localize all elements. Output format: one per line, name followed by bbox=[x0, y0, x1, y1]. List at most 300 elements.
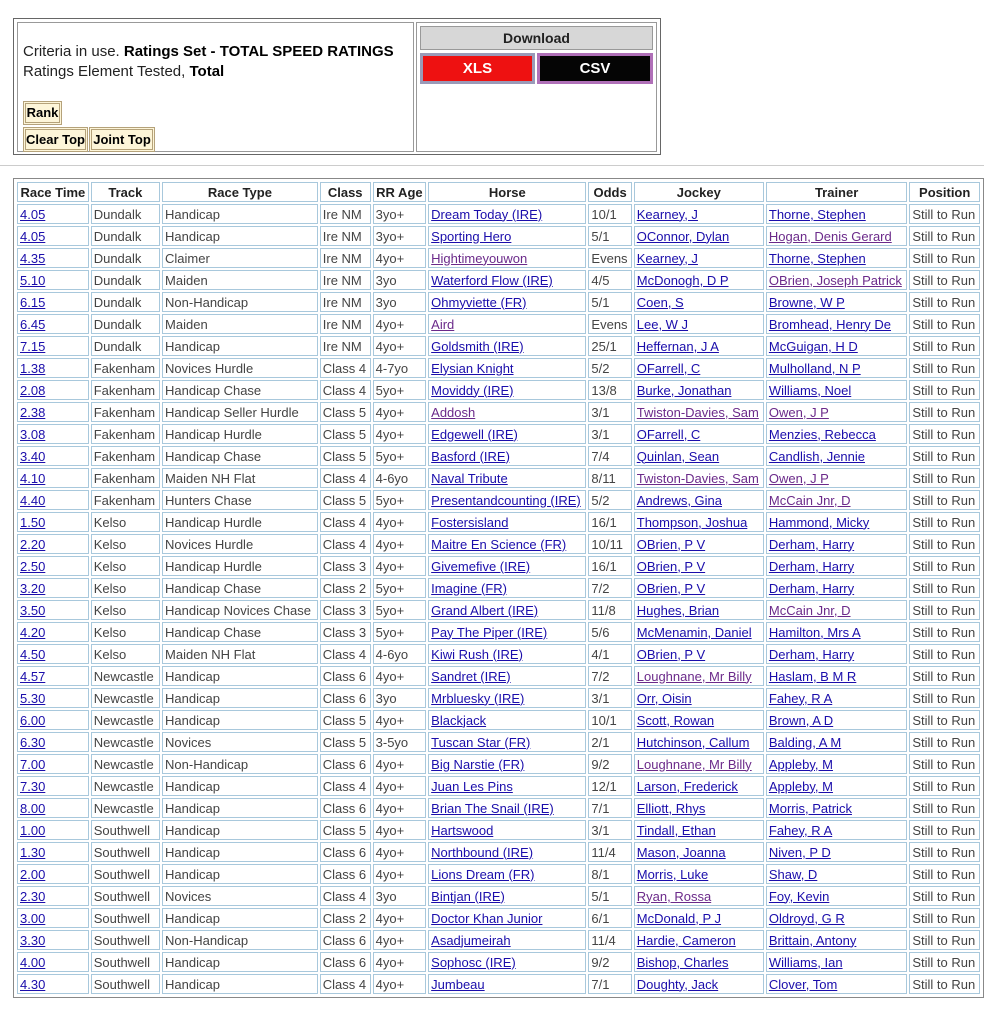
rank-button[interactable]: Rank bbox=[23, 101, 62, 125]
race-type-cell: Novices bbox=[162, 886, 318, 906]
odds-cell: 7/4 bbox=[588, 446, 631, 466]
horse-link[interactable]: Kiwi Rush (IRE) bbox=[431, 646, 523, 662]
jockey-link[interactable]: OBrien, P V bbox=[636, 646, 706, 662]
jockey-link[interactable]: McMenamin, Daniel bbox=[636, 624, 752, 640]
jockey-link[interactable]: OBrien, P V bbox=[636, 536, 706, 552]
trainer-link[interactable]: McGuigan, H D bbox=[768, 338, 858, 354]
xls-download-button[interactable]: XLS bbox=[420, 53, 535, 84]
clear-top-button[interactable]: Clear Top bbox=[23, 127, 88, 152]
trainer-link-cell bbox=[766, 204, 907, 224]
table-row bbox=[17, 688, 980, 708]
class-cell: Class 6 bbox=[320, 842, 371, 862]
race-time-link[interactable]: 4.05 bbox=[20, 206, 46, 222]
jockey-link-cell bbox=[634, 798, 764, 818]
class-cell: Ire NM bbox=[320, 314, 371, 334]
trainer-link[interactable]: Brittain, Antony bbox=[768, 932, 857, 948]
jockey-link-cell bbox=[634, 556, 764, 576]
race-time-link-cell bbox=[17, 732, 89, 752]
jockey-link-cell bbox=[634, 292, 764, 312]
jockey-link[interactable]: OFarrell, C bbox=[636, 426, 701, 442]
race-time-link[interactable]: 2.20 bbox=[20, 536, 46, 552]
ratings-element: Total bbox=[189, 63, 225, 80]
trainer-link[interactable]: Oldroyd, G R bbox=[768, 910, 845, 926]
race-time-link-cell bbox=[17, 908, 89, 928]
class-cell: Class 5 bbox=[320, 710, 371, 730]
horse-link[interactable]: Aird bbox=[431, 316, 455, 332]
trainer-link-cell bbox=[766, 512, 907, 532]
track-cell: Dundalk bbox=[91, 248, 160, 268]
race-time-link[interactable]: 4.30 bbox=[20, 976, 46, 992]
jockey-link-cell bbox=[634, 424, 764, 444]
column-header: Trainer bbox=[766, 182, 907, 202]
jockey-link[interactable]: OFarrell, C bbox=[636, 360, 701, 376]
race-type-cell: Handicap bbox=[162, 798, 318, 818]
horse-link[interactable]: Basford (IRE) bbox=[431, 448, 510, 464]
column-header: Odds bbox=[588, 182, 631, 202]
jockey-link-cell bbox=[634, 908, 764, 928]
race-time-link-cell bbox=[17, 446, 89, 466]
horse-link[interactable]: Blackjack bbox=[431, 712, 487, 728]
jockey-link[interactable]: Hutchinson, Callum bbox=[636, 734, 750, 750]
jockey-link[interactable]: Kearney, J bbox=[636, 206, 698, 222]
horse-link[interactable]: Bintjan (IRE) bbox=[431, 888, 505, 904]
trainer-link-cell bbox=[766, 732, 907, 752]
age-cell: 4yo+ bbox=[373, 776, 427, 796]
jockey-link[interactable]: Thompson, Joshua bbox=[636, 514, 748, 530]
trainer-link-cell bbox=[766, 710, 907, 730]
horse-link-cell bbox=[428, 974, 586, 994]
age-cell: 4yo+ bbox=[373, 908, 427, 928]
position-cell: Still to Run bbox=[909, 270, 980, 290]
jockey-link[interactable]: Scott, Rowan bbox=[636, 712, 715, 728]
jockey-link[interactable]: Mason, Joanna bbox=[636, 844, 726, 860]
csv-download-button[interactable]: CSV bbox=[537, 53, 653, 84]
jockey-link[interactable]: Andrews, Gina bbox=[636, 492, 723, 508]
race-type-cell: Handicap bbox=[162, 842, 318, 862]
trainer-link-cell bbox=[766, 886, 907, 906]
position-cell: Still to Run bbox=[909, 292, 980, 312]
criteria-panel bbox=[13, 18, 661, 155]
table-row bbox=[17, 292, 980, 312]
trainer-link[interactable]: Foy, Kevin bbox=[768, 888, 830, 904]
race-type-cell: Handicap Chase bbox=[162, 380, 318, 400]
jockey-link[interactable]: Tindall, Ethan bbox=[636, 822, 716, 838]
trainer-link[interactable]: Appleby, M bbox=[768, 756, 833, 772]
horse-link[interactable]: Pay The Piper (IRE) bbox=[431, 624, 548, 640]
race-time-link[interactable]: 7.15 bbox=[20, 338, 46, 354]
column-header: Track bbox=[91, 182, 160, 202]
horse-link[interactable]: Sandret (IRE) bbox=[431, 668, 511, 684]
jockey-link-cell bbox=[634, 622, 764, 642]
track-cell: Southwell bbox=[91, 842, 160, 862]
joint-top-button[interactable]: Joint Top bbox=[89, 127, 155, 152]
track-cell: Fakenham bbox=[91, 358, 160, 378]
track-cell: Dundalk bbox=[91, 204, 160, 224]
jockey-link[interactable]: Twiston-Davies, Sam bbox=[636, 404, 759, 420]
race-time-link-cell bbox=[17, 292, 89, 312]
race-time-link[interactable]: 3.00 bbox=[20, 910, 46, 926]
trainer-link[interactable]: Thorne, Stephen bbox=[768, 206, 866, 222]
class-cell: Class 6 bbox=[320, 864, 371, 884]
trainer-link[interactable]: Derham, Harry bbox=[768, 646, 855, 662]
jockey-link[interactable]: Twiston-Davies, Sam bbox=[636, 470, 759, 486]
trainer-link[interactable]: Hogan, Denis Gerard bbox=[768, 228, 892, 244]
race-time-link[interactable]: 2.30 bbox=[20, 888, 46, 904]
horse-link-cell bbox=[428, 710, 586, 730]
race-type-cell: Novices bbox=[162, 732, 318, 752]
horse-link-cell bbox=[428, 446, 586, 466]
horse-link[interactable]: Grand Albert (IRE) bbox=[431, 602, 539, 618]
table-row bbox=[17, 556, 980, 576]
odds-cell: 5/1 bbox=[588, 226, 631, 246]
divider bbox=[0, 165, 984, 166]
race-time-link[interactable]: 1.38 bbox=[20, 360, 46, 376]
trainer-link[interactable]: Appleby, M bbox=[768, 778, 833, 794]
age-cell: 4yo+ bbox=[373, 952, 427, 972]
race-type-cell: Handicap Hurdle bbox=[162, 556, 318, 576]
race-time-link[interactable]: 3.40 bbox=[20, 448, 46, 464]
jockey-link[interactable]: OBrien, P V bbox=[636, 558, 706, 574]
trainer-link[interactable]: Derham, Harry bbox=[768, 536, 855, 552]
horse-link[interactable]: Tuscan Star (FR) bbox=[431, 734, 531, 750]
race-time-link[interactable]: 3.20 bbox=[20, 580, 46, 596]
position-cell: Still to Run bbox=[909, 556, 980, 576]
class-cell: Ire NM bbox=[320, 204, 371, 224]
jockey-link[interactable]: Morris, Luke bbox=[636, 866, 709, 882]
jockey-link[interactable]: Coen, S bbox=[636, 294, 684, 310]
odds-cell: 7/2 bbox=[588, 666, 631, 686]
position-cell: Still to Run bbox=[909, 732, 980, 752]
trainer-link[interactable]: Balding, A M bbox=[768, 734, 842, 750]
race-time-link-cell bbox=[17, 380, 89, 400]
race-type-cell: Handicap bbox=[162, 336, 318, 356]
race-time-link[interactable]: 4.05 bbox=[20, 228, 46, 244]
race-time-link[interactable]: 7.30 bbox=[20, 778, 46, 794]
trainer-link[interactable]: Hamilton, Mrs A bbox=[768, 624, 861, 640]
horse-link[interactable]: Imagine (FR) bbox=[431, 580, 508, 596]
race-time-link[interactable]: 1.30 bbox=[20, 844, 46, 860]
race-type-cell: Non-Handicap bbox=[162, 292, 318, 312]
jockey-link[interactable]: Hardie, Cameron bbox=[636, 932, 736, 948]
horse-link[interactable]: Lions Dream (FR) bbox=[431, 866, 535, 882]
horse-link[interactable]: Goldsmith (IRE) bbox=[431, 338, 524, 354]
track-cell: Dundalk bbox=[91, 336, 160, 356]
trainer-link-cell bbox=[766, 688, 907, 708]
horse-link[interactable]: Dream Today (IRE) bbox=[431, 206, 543, 222]
trainer-link[interactable]: Derham, Harry bbox=[768, 558, 855, 574]
trainer-link[interactable]: Bromhead, Henry De bbox=[768, 316, 892, 332]
horse-link-cell bbox=[428, 644, 586, 664]
race-time-link[interactable]: 4.50 bbox=[20, 646, 46, 662]
jockey-link[interactable]: Loughnane, Mr Billy bbox=[636, 756, 752, 772]
class-cell: Class 4 bbox=[320, 776, 371, 796]
trainer-link[interactable]: Williams, Noel bbox=[768, 382, 852, 398]
race-time-link-cell bbox=[17, 248, 89, 268]
race-time-link-cell bbox=[17, 556, 89, 576]
class-cell: Class 4 bbox=[320, 974, 371, 994]
position-cell: Still to Run bbox=[909, 204, 980, 224]
trainer-link[interactable]: Mulholland, N P bbox=[768, 360, 861, 376]
trainer-link-cell bbox=[766, 600, 907, 620]
race-type-cell: Handicap bbox=[162, 710, 318, 730]
trainer-link[interactable]: Niven, P D bbox=[768, 844, 831, 860]
jockey-link-cell bbox=[634, 314, 764, 334]
trainer-link[interactable]: Hammond, Micky bbox=[768, 514, 870, 530]
trainer-link[interactable]: Clover, Tom bbox=[768, 976, 838, 992]
jockey-link[interactable]: Bishop, Charles bbox=[636, 954, 729, 970]
class-cell: Class 6 bbox=[320, 688, 371, 708]
race-time-link-cell bbox=[17, 886, 89, 906]
odds-cell: 7/1 bbox=[588, 798, 631, 818]
horse-link[interactable]: Brian The Snail (IRE) bbox=[431, 800, 554, 816]
track-cell: Fakenham bbox=[91, 402, 160, 422]
race-time-link[interactable]: 2.50 bbox=[20, 558, 46, 574]
race-type-cell: Non-Handicap bbox=[162, 754, 318, 774]
trainer-link[interactable]: Morris, Patrick bbox=[768, 800, 852, 816]
trainer-link[interactable]: Fahey, R A bbox=[768, 690, 833, 706]
class-cell: Class 5 bbox=[320, 490, 371, 510]
trainer-link-cell bbox=[766, 248, 907, 268]
track-cell: Dundalk bbox=[91, 292, 160, 312]
race-time-link[interactable]: 6.15 bbox=[20, 294, 46, 310]
race-time-link[interactable]: 2.00 bbox=[20, 866, 46, 882]
age-cell: 3-5yo bbox=[373, 732, 427, 752]
horse-link[interactable]: Ohmyviette (FR) bbox=[431, 294, 527, 310]
criteria-text bbox=[23, 42, 394, 82]
race-time-link[interactable]: 6.00 bbox=[20, 712, 46, 728]
horse-link-cell bbox=[428, 556, 586, 576]
jockey-link-cell bbox=[634, 336, 764, 356]
race-time-link[interactable]: 6.45 bbox=[20, 316, 46, 332]
age-cell: 5yo+ bbox=[373, 380, 427, 400]
trainer-link[interactable]: McCain Jnr, D bbox=[768, 602, 851, 618]
class-cell: Class 6 bbox=[320, 798, 371, 818]
age-cell: 4yo+ bbox=[373, 842, 427, 862]
table-header-row bbox=[17, 182, 980, 202]
horse-link[interactable]: Asadjumeirah bbox=[431, 932, 511, 948]
horse-link-cell bbox=[428, 380, 586, 400]
horse-link[interactable]: Sporting Hero bbox=[431, 228, 512, 244]
table-row bbox=[17, 930, 980, 950]
race-type-cell: Maiden bbox=[162, 270, 318, 290]
jockey-link[interactable]: McDonogh, D P bbox=[636, 272, 729, 288]
class-cell: Class 4 bbox=[320, 644, 371, 664]
odds-cell: Evens bbox=[588, 248, 631, 268]
jockey-link-cell bbox=[634, 754, 764, 774]
odds-cell: 2/1 bbox=[588, 732, 631, 752]
position-cell: Still to Run bbox=[909, 908, 980, 928]
trainer-link[interactable]: Haslam, B M R bbox=[768, 668, 857, 684]
odds-cell: 4/1 bbox=[588, 644, 631, 664]
race-time-link[interactable]: 4.57 bbox=[20, 668, 46, 684]
race-time-link[interactable]: 3.50 bbox=[20, 602, 46, 618]
race-time-link-cell bbox=[17, 314, 89, 334]
jockey-link[interactable]: OBrien, P V bbox=[636, 580, 706, 596]
jockey-link-cell bbox=[634, 710, 764, 730]
race-time-link[interactable]: 5.10 bbox=[20, 272, 46, 288]
race-time-link[interactable]: 4.20 bbox=[20, 624, 46, 640]
track-cell: Fakenham bbox=[91, 380, 160, 400]
position-cell: Still to Run bbox=[909, 710, 980, 730]
horse-link[interactable]: Elysian Knight bbox=[431, 360, 514, 376]
age-cell: 4yo+ bbox=[373, 798, 427, 818]
trainer-link[interactable]: Browne, W P bbox=[768, 294, 845, 310]
class-cell: Class 4 bbox=[320, 512, 371, 532]
horse-link-cell bbox=[428, 424, 586, 444]
age-cell: 4yo+ bbox=[373, 820, 427, 840]
race-time-link[interactable]: 6.30 bbox=[20, 734, 46, 750]
jockey-link[interactable]: Ryan, Rossa bbox=[636, 888, 712, 904]
jockey-link-cell bbox=[634, 688, 764, 708]
table-row bbox=[17, 336, 980, 356]
table-row bbox=[17, 908, 980, 928]
horse-link[interactable]: Sophosc (IRE) bbox=[431, 954, 516, 970]
horse-link[interactable]: Waterford Flow (IRE) bbox=[431, 272, 553, 288]
trainer-link[interactable]: Williams, Ian bbox=[768, 954, 843, 970]
jockey-link[interactable]: Larson, Frederick bbox=[636, 778, 738, 794]
table-row bbox=[17, 776, 980, 796]
trainer-link[interactable]: Derham, Harry bbox=[768, 580, 855, 596]
jockey-link[interactable]: OConnor, Dylan bbox=[636, 228, 730, 244]
column-header: Jockey bbox=[634, 182, 764, 202]
class-cell: Class 4 bbox=[320, 468, 371, 488]
race-time-link[interactable]: 4.00 bbox=[20, 954, 46, 970]
track-cell: Kelso bbox=[91, 622, 160, 642]
race-time-link-cell bbox=[17, 688, 89, 708]
jockey-link-cell bbox=[634, 952, 764, 972]
track-cell: Fakenham bbox=[91, 424, 160, 444]
position-cell: Still to Run bbox=[909, 864, 980, 884]
table-row bbox=[17, 270, 980, 290]
ratings-set: Ratings Set - TOTAL SPEED RATINGS bbox=[123, 43, 394, 60]
age-cell: 4-6yo bbox=[373, 644, 427, 664]
jockey-link-cell bbox=[634, 930, 764, 950]
odds-cell: 5/1 bbox=[588, 292, 631, 312]
jockey-link[interactable]: Kearney, J bbox=[636, 250, 698, 266]
jockey-link[interactable]: Quinlan, Sean bbox=[636, 448, 720, 464]
horse-link[interactable]: Jumbeau bbox=[431, 976, 485, 992]
horse-link[interactable]: Moviddy (IRE) bbox=[431, 382, 514, 398]
race-time-link-cell bbox=[17, 336, 89, 356]
horse-link[interactable]: Big Narstie (FR) bbox=[431, 756, 525, 772]
class-cell: Class 6 bbox=[320, 754, 371, 774]
horse-link[interactable]: Presentandcounting (IRE) bbox=[431, 492, 581, 508]
class-cell: Class 5 bbox=[320, 424, 371, 444]
horse-link[interactable]: Addosh bbox=[431, 404, 476, 420]
horse-link[interactable]: Doctor Khan Junior bbox=[431, 910, 543, 926]
race-type-cell: Handicap bbox=[162, 908, 318, 928]
jockey-link[interactable]: Hughes, Brian bbox=[636, 602, 720, 618]
race-time-link-cell bbox=[17, 622, 89, 642]
horse-link[interactable]: Northbound (IRE) bbox=[431, 844, 534, 860]
race-time-link[interactable]: 4.35 bbox=[20, 250, 46, 266]
race-type-cell: Novices Hurdle bbox=[162, 358, 318, 378]
horse-link[interactable]: Juan Les Pins bbox=[431, 778, 513, 794]
jockey-link-cell bbox=[634, 204, 764, 224]
jockey-link[interactable]: Doughty, Jack bbox=[636, 976, 719, 992]
table-row bbox=[17, 842, 980, 862]
race-time-link[interactable]: 2.08 bbox=[20, 382, 46, 398]
age-cell: 3yo bbox=[373, 292, 427, 312]
horse-link-cell bbox=[428, 622, 586, 642]
trainer-link[interactable]: Owen, J P bbox=[768, 404, 829, 420]
trainer-link[interactable]: OBrien, Joseph Patrick bbox=[768, 272, 902, 288]
race-time-link[interactable]: 1.50 bbox=[20, 514, 46, 530]
odds-cell: 12/1 bbox=[588, 776, 631, 796]
position-cell: Still to Run bbox=[909, 578, 980, 598]
horse-link[interactable]: Naval Tribute bbox=[431, 470, 508, 486]
horse-link[interactable]: Maitre En Science (FR) bbox=[431, 536, 567, 552]
race-time-link[interactable]: 3.30 bbox=[20, 932, 46, 948]
track-cell: Dundalk bbox=[91, 226, 160, 246]
race-time-link[interactable]: 7.00 bbox=[20, 756, 46, 772]
horse-link[interactable]: Hightimeyouwon bbox=[431, 250, 528, 266]
trainer-link-cell bbox=[766, 336, 907, 356]
age-cell: 3yo bbox=[373, 886, 427, 906]
jockey-link[interactable]: Heffernan, J A bbox=[636, 338, 719, 354]
jockey-link[interactable]: Loughnane, Mr Billy bbox=[636, 668, 752, 684]
race-time-link[interactable]: 3.08 bbox=[20, 426, 46, 442]
horse-link[interactable]: Mrbluesky (IRE) bbox=[431, 690, 525, 706]
track-cell: Fakenham bbox=[91, 446, 160, 466]
trainer-link[interactable]: McCain Jnr, D bbox=[768, 492, 851, 508]
race-time-link[interactable]: 8.00 bbox=[20, 800, 46, 816]
horse-link[interactable]: Fostersisland bbox=[431, 514, 509, 530]
age-cell: 4yo+ bbox=[373, 512, 427, 532]
track-cell: Kelso bbox=[91, 556, 160, 576]
horse-link-cell bbox=[428, 908, 586, 928]
track-cell: Newcastle bbox=[91, 688, 160, 708]
trainer-link[interactable]: Owen, J P bbox=[768, 470, 829, 486]
trainer-link[interactable]: Menzies, Rebecca bbox=[768, 426, 876, 442]
race-time-link[interactable]: 5.30 bbox=[20, 690, 46, 706]
horse-link[interactable]: Hartswood bbox=[431, 822, 494, 838]
jockey-link[interactable]: Burke, Jonathan bbox=[636, 382, 732, 398]
horse-link[interactable]: Givemefive (IRE) bbox=[431, 558, 531, 574]
race-time-link[interactable]: 4.40 bbox=[20, 492, 46, 508]
horse-link-cell bbox=[428, 820, 586, 840]
trainer-link[interactable]: Brown, A D bbox=[768, 712, 834, 728]
trainer-link[interactable]: Thorne, Stephen bbox=[768, 250, 866, 266]
horse-link[interactable]: Edgewell (IRE) bbox=[431, 426, 518, 442]
table-row bbox=[17, 248, 980, 268]
trainer-link[interactable]: Shaw, D bbox=[768, 866, 818, 882]
class-cell: Class 6 bbox=[320, 666, 371, 686]
position-cell: Still to Run bbox=[909, 820, 980, 840]
jockey-link[interactable]: Lee, W J bbox=[636, 316, 689, 332]
position-cell: Still to Run bbox=[909, 886, 980, 906]
race-time-link[interactable]: 2.38 bbox=[20, 404, 46, 420]
odds-cell: 16/1 bbox=[588, 556, 631, 576]
age-cell: 4yo+ bbox=[373, 402, 427, 422]
horse-link-cell bbox=[428, 204, 586, 224]
table-row bbox=[17, 864, 980, 884]
jockey-link[interactable]: Orr, Oisin bbox=[636, 690, 692, 706]
jockey-link[interactable]: Elliott, Rhys bbox=[636, 800, 706, 816]
race-time-link[interactable]: 4.10 bbox=[20, 470, 46, 486]
race-time-link-cell bbox=[17, 798, 89, 818]
trainer-link[interactable]: Candlish, Jennie bbox=[768, 448, 866, 464]
jockey-link[interactable]: McDonald, P J bbox=[636, 910, 722, 926]
trainer-link-cell bbox=[766, 226, 907, 246]
track-cell: Southwell bbox=[91, 930, 160, 950]
element-prefix: Ratings Element Tested, bbox=[23, 63, 190, 80]
trainer-link[interactable]: Fahey, R A bbox=[768, 822, 833, 838]
trainer-link-cell bbox=[766, 424, 907, 444]
odds-cell: 11/4 bbox=[588, 842, 631, 862]
race-time-link[interactable]: 1.00 bbox=[20, 822, 46, 838]
trainer-link-cell bbox=[766, 666, 907, 686]
